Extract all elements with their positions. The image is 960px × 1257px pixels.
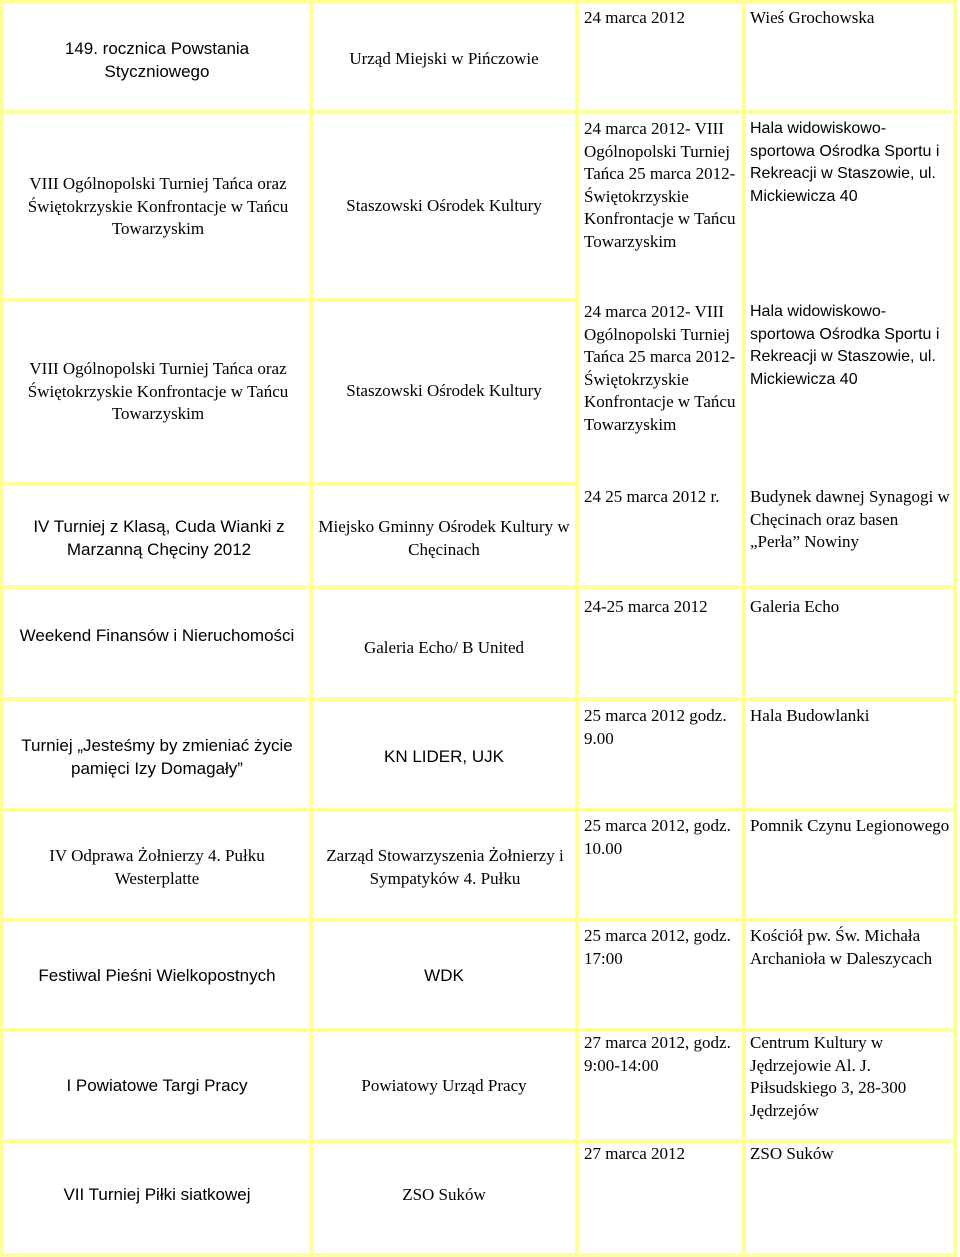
grid-line — [0, 110, 957, 114]
event-date: 24 marca 2012 — [584, 8, 686, 27]
event-date: 25 marca 2012, godz. 10.00 — [584, 816, 731, 858]
event-date: 27 marca 2012 — [584, 1144, 686, 1163]
grid-line — [742, 0, 746, 1257]
event-date: 25 marca 2012 godz. 9.00 — [584, 706, 727, 748]
event-title: VIII Ogólnopolski Turniej Tańca oraz Świętokrzyskie Konfrontacje w Tańcu Towarzyskim — [27, 359, 289, 423]
organizer: Galeria Echo/ B United — [363, 638, 525, 657]
event-date: 24 25 marca 2012 r. — [584, 487, 720, 506]
event-place: Kościół pw. Św. Michała Archanioła w Daleszycach — [750, 926, 933, 968]
grid-line — [309, 0, 313, 1257]
event-date: 27 marca 2012, godz. 9:00-14:00 — [584, 1033, 731, 1075]
event-title: Weekend Finansów i Nieruchomości — [19, 626, 295, 645]
event-title: IV Turniej z Klasą, Cuda Wianki z Marzanną Chęciny 2012 — [33, 517, 285, 559]
event-place: Galeria Echo — [750, 597, 840, 616]
event-place: Centrum Kultury w Jędrzejowie Al. J. Piłsudskiego 3, 28-300 Jędrzejów — [750, 1033, 907, 1120]
event-title: VIII Ogólnopolski Turniej Tańca oraz Świętokrzyskie Konfrontacje w Tańcu Towarzyskim — [27, 174, 289, 238]
organizer: Zarząd Stowarzyszenia Żołnierzy i Sympatyków 4. Pułku — [326, 846, 564, 888]
event-title: Festiwal Pieśni Wielkopostnych — [38, 966, 276, 985]
event-title: VII Turniej Piłki siatkowej — [63, 1185, 251, 1204]
organizer: Staszowski Ośrodek Kultury — [346, 196, 542, 215]
grid-line — [0, 808, 957, 812]
organizer: Powiatowy Urząd Pracy — [361, 1076, 527, 1095]
event-date: 25 marca 2012, godz. 17:00 — [584, 926, 731, 968]
organizer: KN LIDER, UJK — [384, 747, 504, 766]
grid-line — [575, 0, 579, 1257]
event-place: Hala Budowlanki — [750, 706, 870, 725]
grid-line — [0, 585, 957, 589]
organizer: Miejsko Gminny Ośrodek Kultury w Chęcinach — [318, 517, 570, 559]
grid-line — [0, 298, 578, 302]
event-title: 149. rocznica Powstania Styczniowego — [64, 39, 250, 81]
event-place: Hala widowiskowo-sportowa Ośrodka Sportu i Rekreacji w Staszowie, ul. Mickiewicza 40 — [750, 303, 940, 388]
event-date: 24-25 marca 2012 — [584, 597, 708, 616]
grid-line — [0, 1253, 957, 1257]
event-place: Budynek dawnej Synagogi w Chęcinach oraz basen „Perła” Nowiny — [750, 487, 950, 551]
event-date: 24 marca 2012- VIII Ogólnopolski Turniej Tańca 25 marca 2012- Świętokrzyskie Konfrontacje w Tańcu Towarzyskim — [584, 119, 736, 251]
grid-line — [0, 0, 4, 1257]
event-title: Turniej „Jesteśmy by zmieniać życie pamięci Izy Domagały” — [21, 736, 293, 778]
event-place: Pomnik Czynu Legionowego — [750, 816, 950, 835]
organizer: Staszowski Ośrodek Kultury — [346, 381, 542, 400]
event-title: I Powiatowe Targi Pracy — [66, 1076, 248, 1095]
grid-line — [0, 697, 957, 701]
event-title: IV Odprawa Żołnierzy 4. Pułku Westerplatte — [49, 846, 265, 888]
event-date: 24 marca 2012- VIII Ogólnopolski Turniej Tańca 25 marca 2012- Świętokrzyskie Konfrontacje w Tańcu Towarzyskim — [584, 302, 736, 434]
organizer: WDK — [424, 966, 464, 985]
grid-line — [0, 0, 957, 4]
organizer: ZSO Suków — [402, 1185, 486, 1204]
event-place: Hala widowiskowo-sportowa Ośrodka Sportu i Rekreacji w Staszowie, ul. Mickiewicza 40 — [750, 120, 940, 205]
organizer: Urząd Miejski w Pińczowie — [349, 49, 539, 68]
event-place: Wieś Grochowska — [750, 8, 875, 27]
grid-line — [0, 482, 578, 486]
event-place: ZSO Suków — [750, 1144, 834, 1163]
grid-line — [0, 918, 957, 922]
grid-line — [953, 0, 957, 1257]
